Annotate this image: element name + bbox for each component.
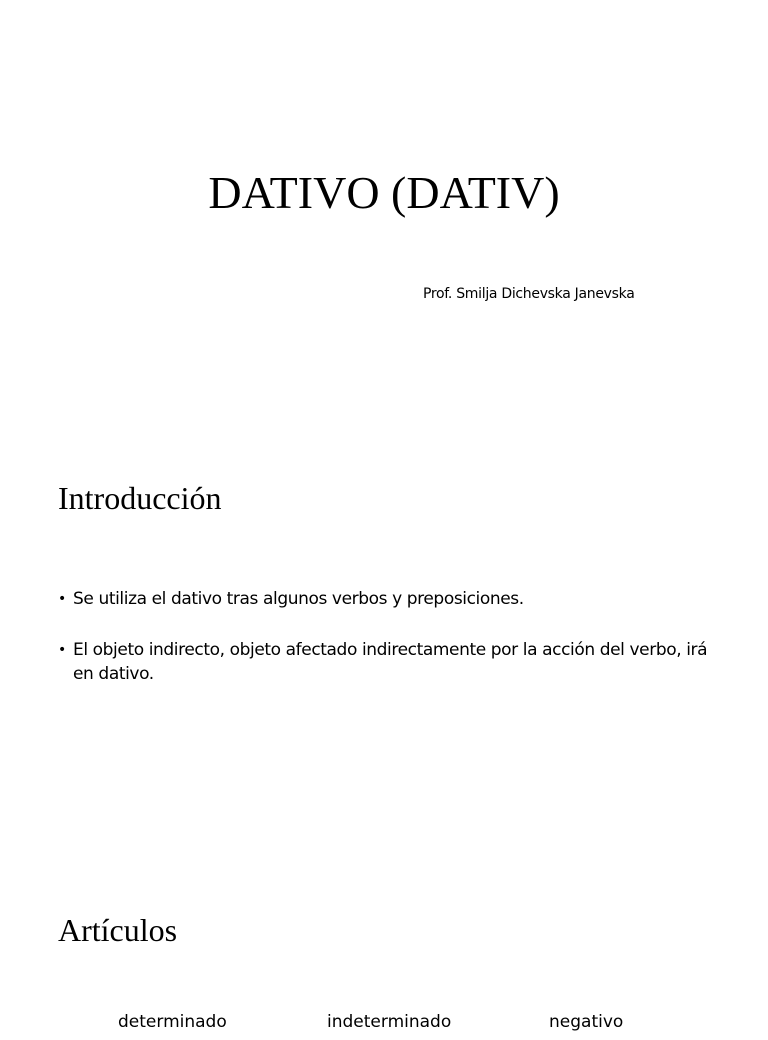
section-heading-introduccion: Introducción (58, 480, 222, 516)
column-header-negativo: negativo (549, 1012, 624, 1032)
column-header-indeterminado: indeterminado (327, 1012, 452, 1032)
intro-bullet-list (58, 587, 708, 713)
bullet-icon: • (58, 642, 66, 658)
bullet-text: Se utiliza el dativo tras algunos verbos y preposiciones. (73, 589, 524, 609)
list-item (58, 587, 708, 611)
slide-title: DATIVO (DATIV) (208, 167, 560, 218)
bullet-text: El objeto indirecto, objeto afectado indirectamente por la acción del verbo, irá en dativo. (73, 640, 708, 684)
articles-table-header (0, 1010, 768, 1040)
column-header-determinado: determinado (118, 1012, 227, 1032)
section-heading-articulos: Artículos (58, 912, 178, 948)
bullet-icon: • (58, 591, 66, 607)
list-item (58, 638, 708, 686)
slide-subtitle-author: Prof. Smilja Dichevska Janevska (423, 286, 635, 302)
